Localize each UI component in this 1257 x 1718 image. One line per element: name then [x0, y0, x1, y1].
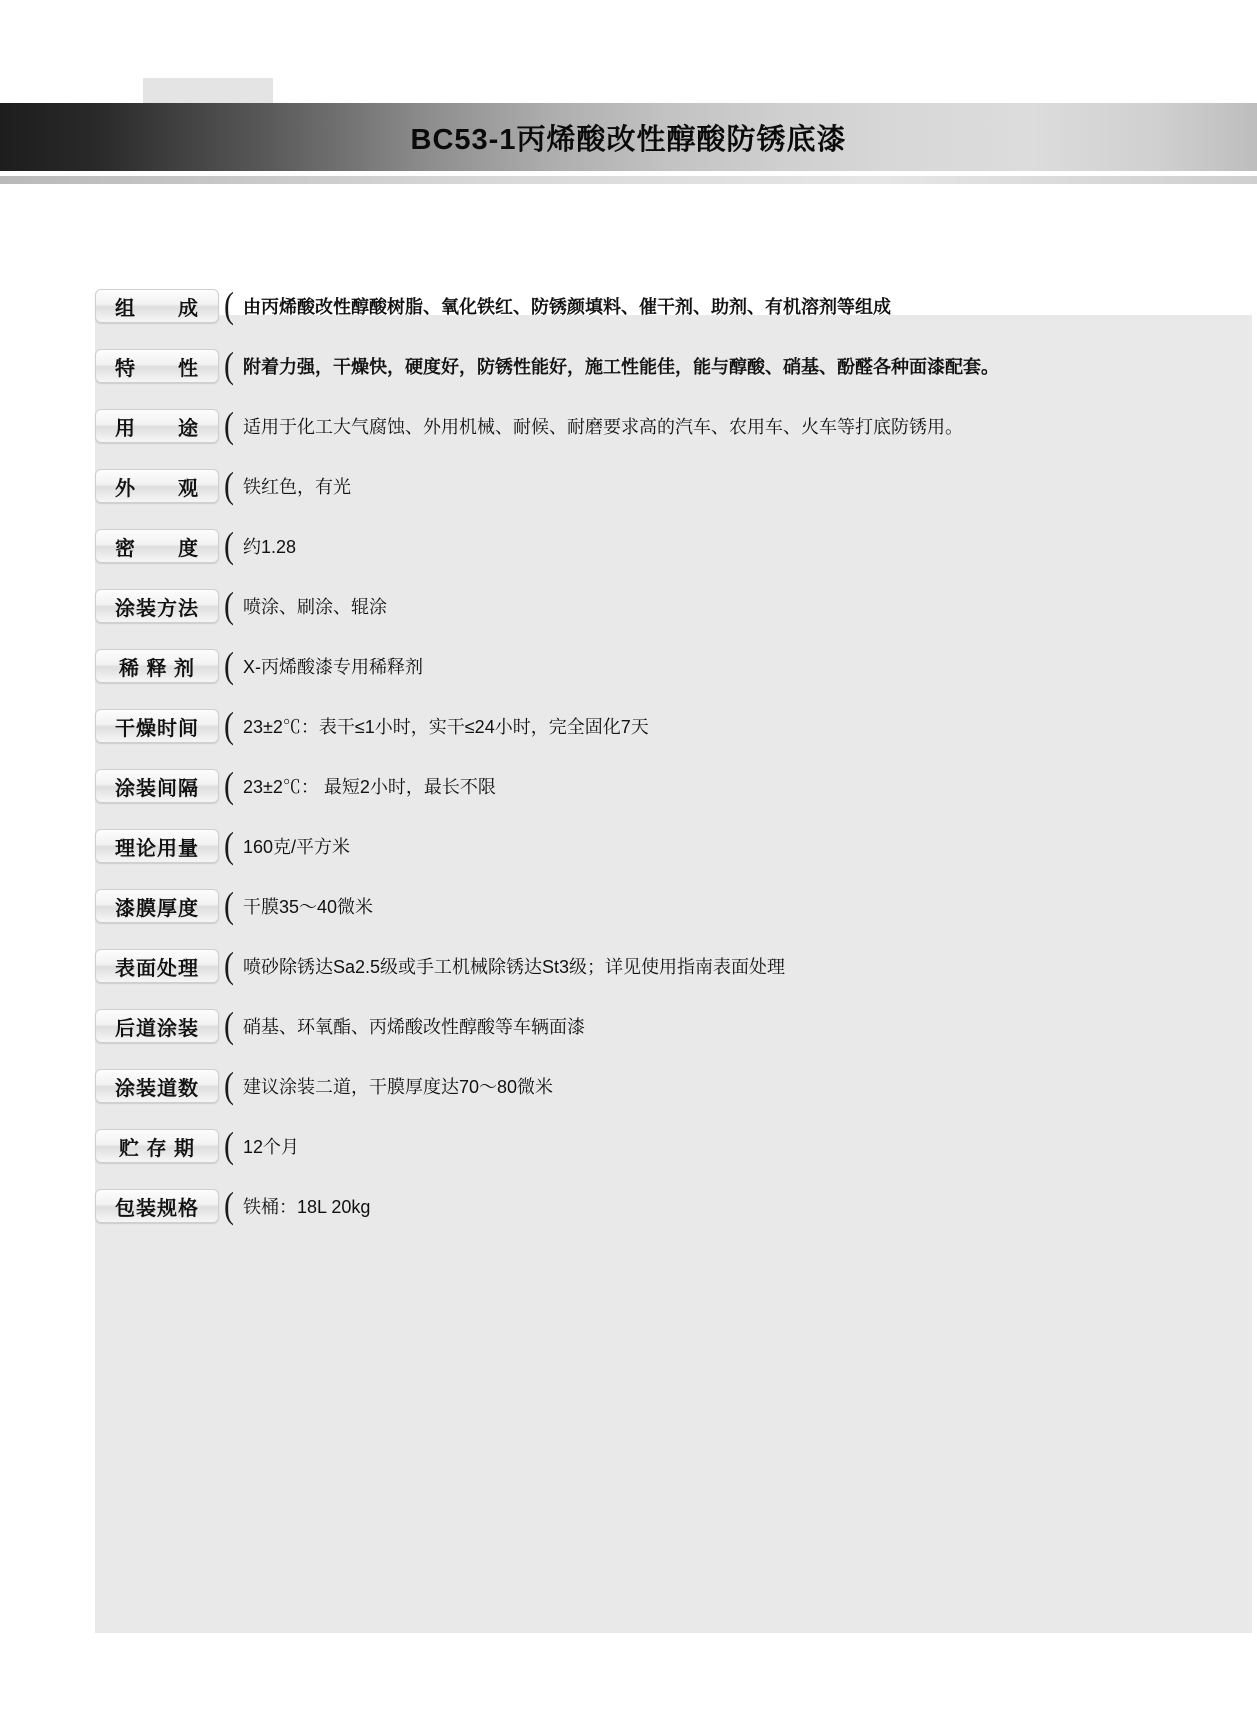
- spec-row: [95, 1176, 1175, 1236]
- spec-row: [95, 756, 1175, 816]
- spec-row: [95, 876, 1175, 936]
- spec-value: 铁桶：18L 20kg: [243, 1197, 371, 1217]
- spec-label-pill: [95, 829, 219, 863]
- spec-row: [95, 456, 1175, 516]
- spec-value: 干膜35～40微米: [243, 897, 374, 917]
- paren-decor-icon: (: [224, 344, 234, 386]
- spec-label-pill: [95, 649, 219, 683]
- spec-label: 表面处理: [115, 957, 199, 980]
- paren-decor-icon: (: [224, 1004, 234, 1046]
- spec-row: [95, 276, 1175, 336]
- spec-label-pill: [95, 1189, 219, 1223]
- spec-label: 密 度: [115, 537, 199, 560]
- spec-label: 理论用量: [115, 837, 199, 860]
- spec-label-pill: [95, 889, 219, 923]
- paren-decor-icon: (: [224, 824, 234, 866]
- spec-value: 约1.28: [243, 537, 297, 557]
- spec-label-pill: [95, 769, 219, 803]
- left-margin: [0, 315, 95, 1633]
- spec-label: 漆膜厚度: [115, 897, 199, 920]
- spec-value: 喷砂除锈达Sa2.5级或手工机械除锈达St3级；详见使用指南表面处理: [243, 957, 786, 977]
- spec-row: [95, 636, 1175, 696]
- page-footer: [0, 1633, 1257, 1718]
- spec-row: [95, 816, 1175, 876]
- spec-value: 硝基、环氧酯、丙烯酸改性醇酸等车辆面漆: [243, 1017, 585, 1037]
- paren-decor-icon: (: [224, 284, 234, 326]
- spec-value: 23±2℃： 最短2小时，最长不限: [243, 777, 496, 797]
- spec-label-pill: [95, 409, 219, 443]
- spec-label: 后道涂装: [115, 1017, 199, 1040]
- spec-value: 23±2℃：表干≤1小时，实干≤24小时，完全固化7天: [243, 717, 649, 737]
- spec-label: 贮 存 期: [118, 1137, 196, 1160]
- header-underline: [0, 176, 1257, 184]
- spec-label: 特 性: [115, 357, 199, 380]
- header-tab-block: [143, 78, 273, 104]
- spec-label-pill: [95, 709, 219, 743]
- spec-label-pill: [95, 529, 219, 563]
- paren-decor-icon: (: [224, 884, 234, 926]
- spec-row: [95, 996, 1175, 1056]
- paren-decor-icon: (: [224, 584, 234, 626]
- spec-row: [95, 1056, 1175, 1116]
- paren-decor-icon: (: [224, 644, 234, 686]
- spec-value: 由丙烯酸改性醇酸树脂、氧化铁红、防锈颜填料、催干剂、助剂、有机溶剂等组成: [243, 297, 891, 317]
- paren-decor-icon: (: [224, 1064, 234, 1106]
- spec-row: [95, 396, 1175, 456]
- spec-value: 喷涂、刷涂、辊涂: [243, 597, 387, 617]
- spec-value: 160克/平方米: [243, 837, 351, 857]
- spec-label-pill: [95, 1129, 219, 1163]
- spec-label: 用 途: [115, 417, 199, 440]
- paren-decor-icon: (: [224, 524, 234, 566]
- spec-label: 外 观: [115, 477, 199, 500]
- spec-label-pill: [95, 289, 219, 323]
- paren-decor-icon: (: [224, 1124, 234, 1166]
- paren-decor-icon: (: [224, 944, 234, 986]
- spec-label: 干燥时间: [115, 717, 199, 740]
- paren-decor-icon: (: [224, 464, 234, 506]
- spec-row: [95, 696, 1175, 756]
- spec-value: 附着力强，干燥快，硬度好，防锈性能好，施工性能佳，能与醇酸、硝基、酚醛各种面漆配套。: [243, 357, 999, 377]
- spec-label-pill: [95, 1009, 219, 1043]
- page-title: BC53-1丙烯酸改性醇酸防锈底漆: [410, 123, 847, 156]
- spec-list: [95, 276, 1175, 1236]
- spec-row: [95, 336, 1175, 396]
- right-margin: [1252, 315, 1257, 1633]
- spec-label: 涂装道数: [115, 1077, 199, 1100]
- spec-row: [95, 1116, 1175, 1176]
- paren-decor-icon: (: [224, 704, 234, 746]
- spec-value: 铁红色，有光: [243, 477, 351, 497]
- spec-label: 包装规格: [115, 1197, 199, 1220]
- spec-label: 组 成: [115, 297, 199, 320]
- paren-decor-icon: (: [224, 404, 234, 446]
- paren-decor-icon: (: [224, 764, 234, 806]
- spec-row: [95, 576, 1175, 636]
- spec-label-pill: [95, 589, 219, 623]
- spec-row: [95, 936, 1175, 996]
- document-header: [0, 103, 1257, 171]
- spec-label: 稀 释 剂: [118, 657, 196, 680]
- spec-label-pill: [95, 469, 219, 503]
- spec-value: 12个月: [243, 1137, 300, 1157]
- spec-row: [95, 516, 1175, 576]
- spec-label-pill: [95, 1069, 219, 1103]
- paren-decor-icon: (: [224, 1184, 234, 1226]
- spec-label-pill: [95, 349, 219, 383]
- spec-value: 适用于化工大气腐蚀、外用机械、耐候、耐磨要求高的汽车、农用车、火车等打底防锈用。: [243, 417, 963, 437]
- spec-value: X-丙烯酸漆专用稀释剂: [243, 657, 423, 677]
- spec-value: 建议涂装二道，干膜厚度达70～80微米: [243, 1077, 554, 1097]
- spec-label: 涂装间隔: [115, 777, 199, 800]
- spec-label-pill: [95, 949, 219, 983]
- spec-label: 涂装方法: [115, 597, 199, 620]
